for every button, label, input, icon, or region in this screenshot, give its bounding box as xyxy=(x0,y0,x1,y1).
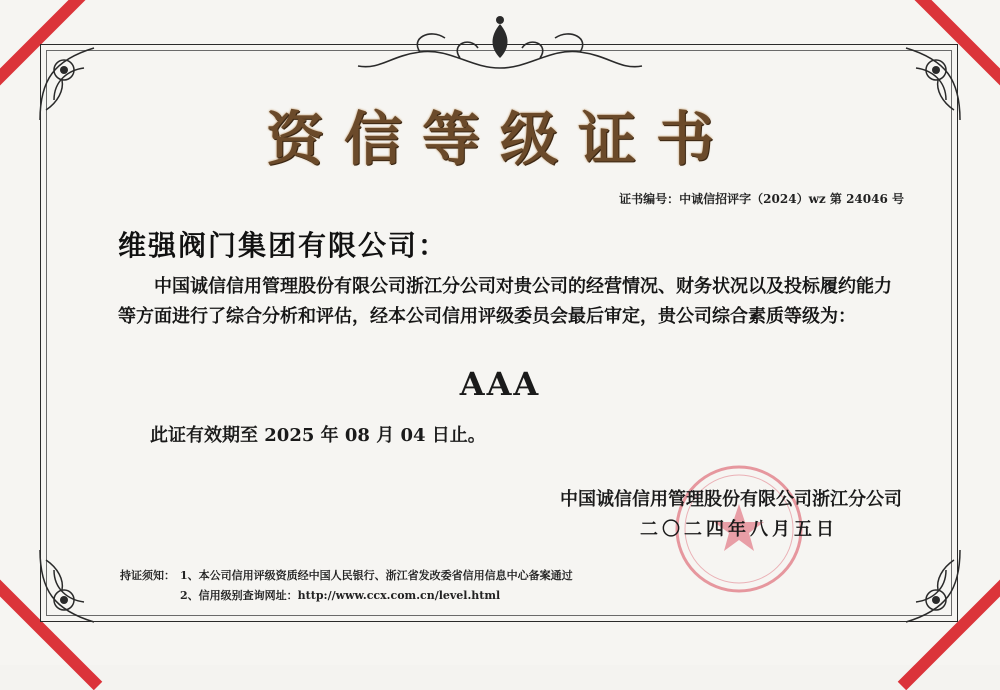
holder-notes-row xyxy=(120,566,573,586)
validity-period: 此证有效期至 2025 年 08 月 04 日止。 xyxy=(150,425,486,446)
certificate-number: 证书编号：中诚信招评字（2024）wz 第 24046 号 xyxy=(619,192,904,206)
holder-notes-title: 持证须知： xyxy=(120,569,175,582)
holder-note-1: 1、本公司信用评级资质经中国人民银行、浙江省发改委省信用信息中心备案通过 xyxy=(180,569,573,582)
corner-ornament-bottom-right-icon xyxy=(876,540,966,630)
company-salutation: 维强阀门集团有限公司： xyxy=(118,229,449,262)
holder-notes-row xyxy=(120,586,573,606)
corner-ornament-bottom-left-icon xyxy=(34,540,124,630)
certificate-body: 中国诚信信用管理股份有限公司浙江分公司对贵公司的经营情况、财务状况以及投标履约能力等方面进行了综合分析和评估，经本公司信用评级委员会最后审定，贵公司综合素质等级为： xyxy=(118,276,892,327)
issue-date: 二〇二四年八月五日 xyxy=(640,519,838,540)
top-ornament-icon xyxy=(350,8,650,80)
certificate-title: 资信等级证书 xyxy=(265,105,734,173)
holder-notes xyxy=(120,566,573,606)
credit-grade: AAA xyxy=(459,365,541,403)
holder-note-2: 2、信用级别查询网址：http://www.ccx.com.cn/level.html xyxy=(180,589,501,602)
issuer-name: 中国诚信信用管理股份有限公司浙江分公司 xyxy=(560,489,902,510)
